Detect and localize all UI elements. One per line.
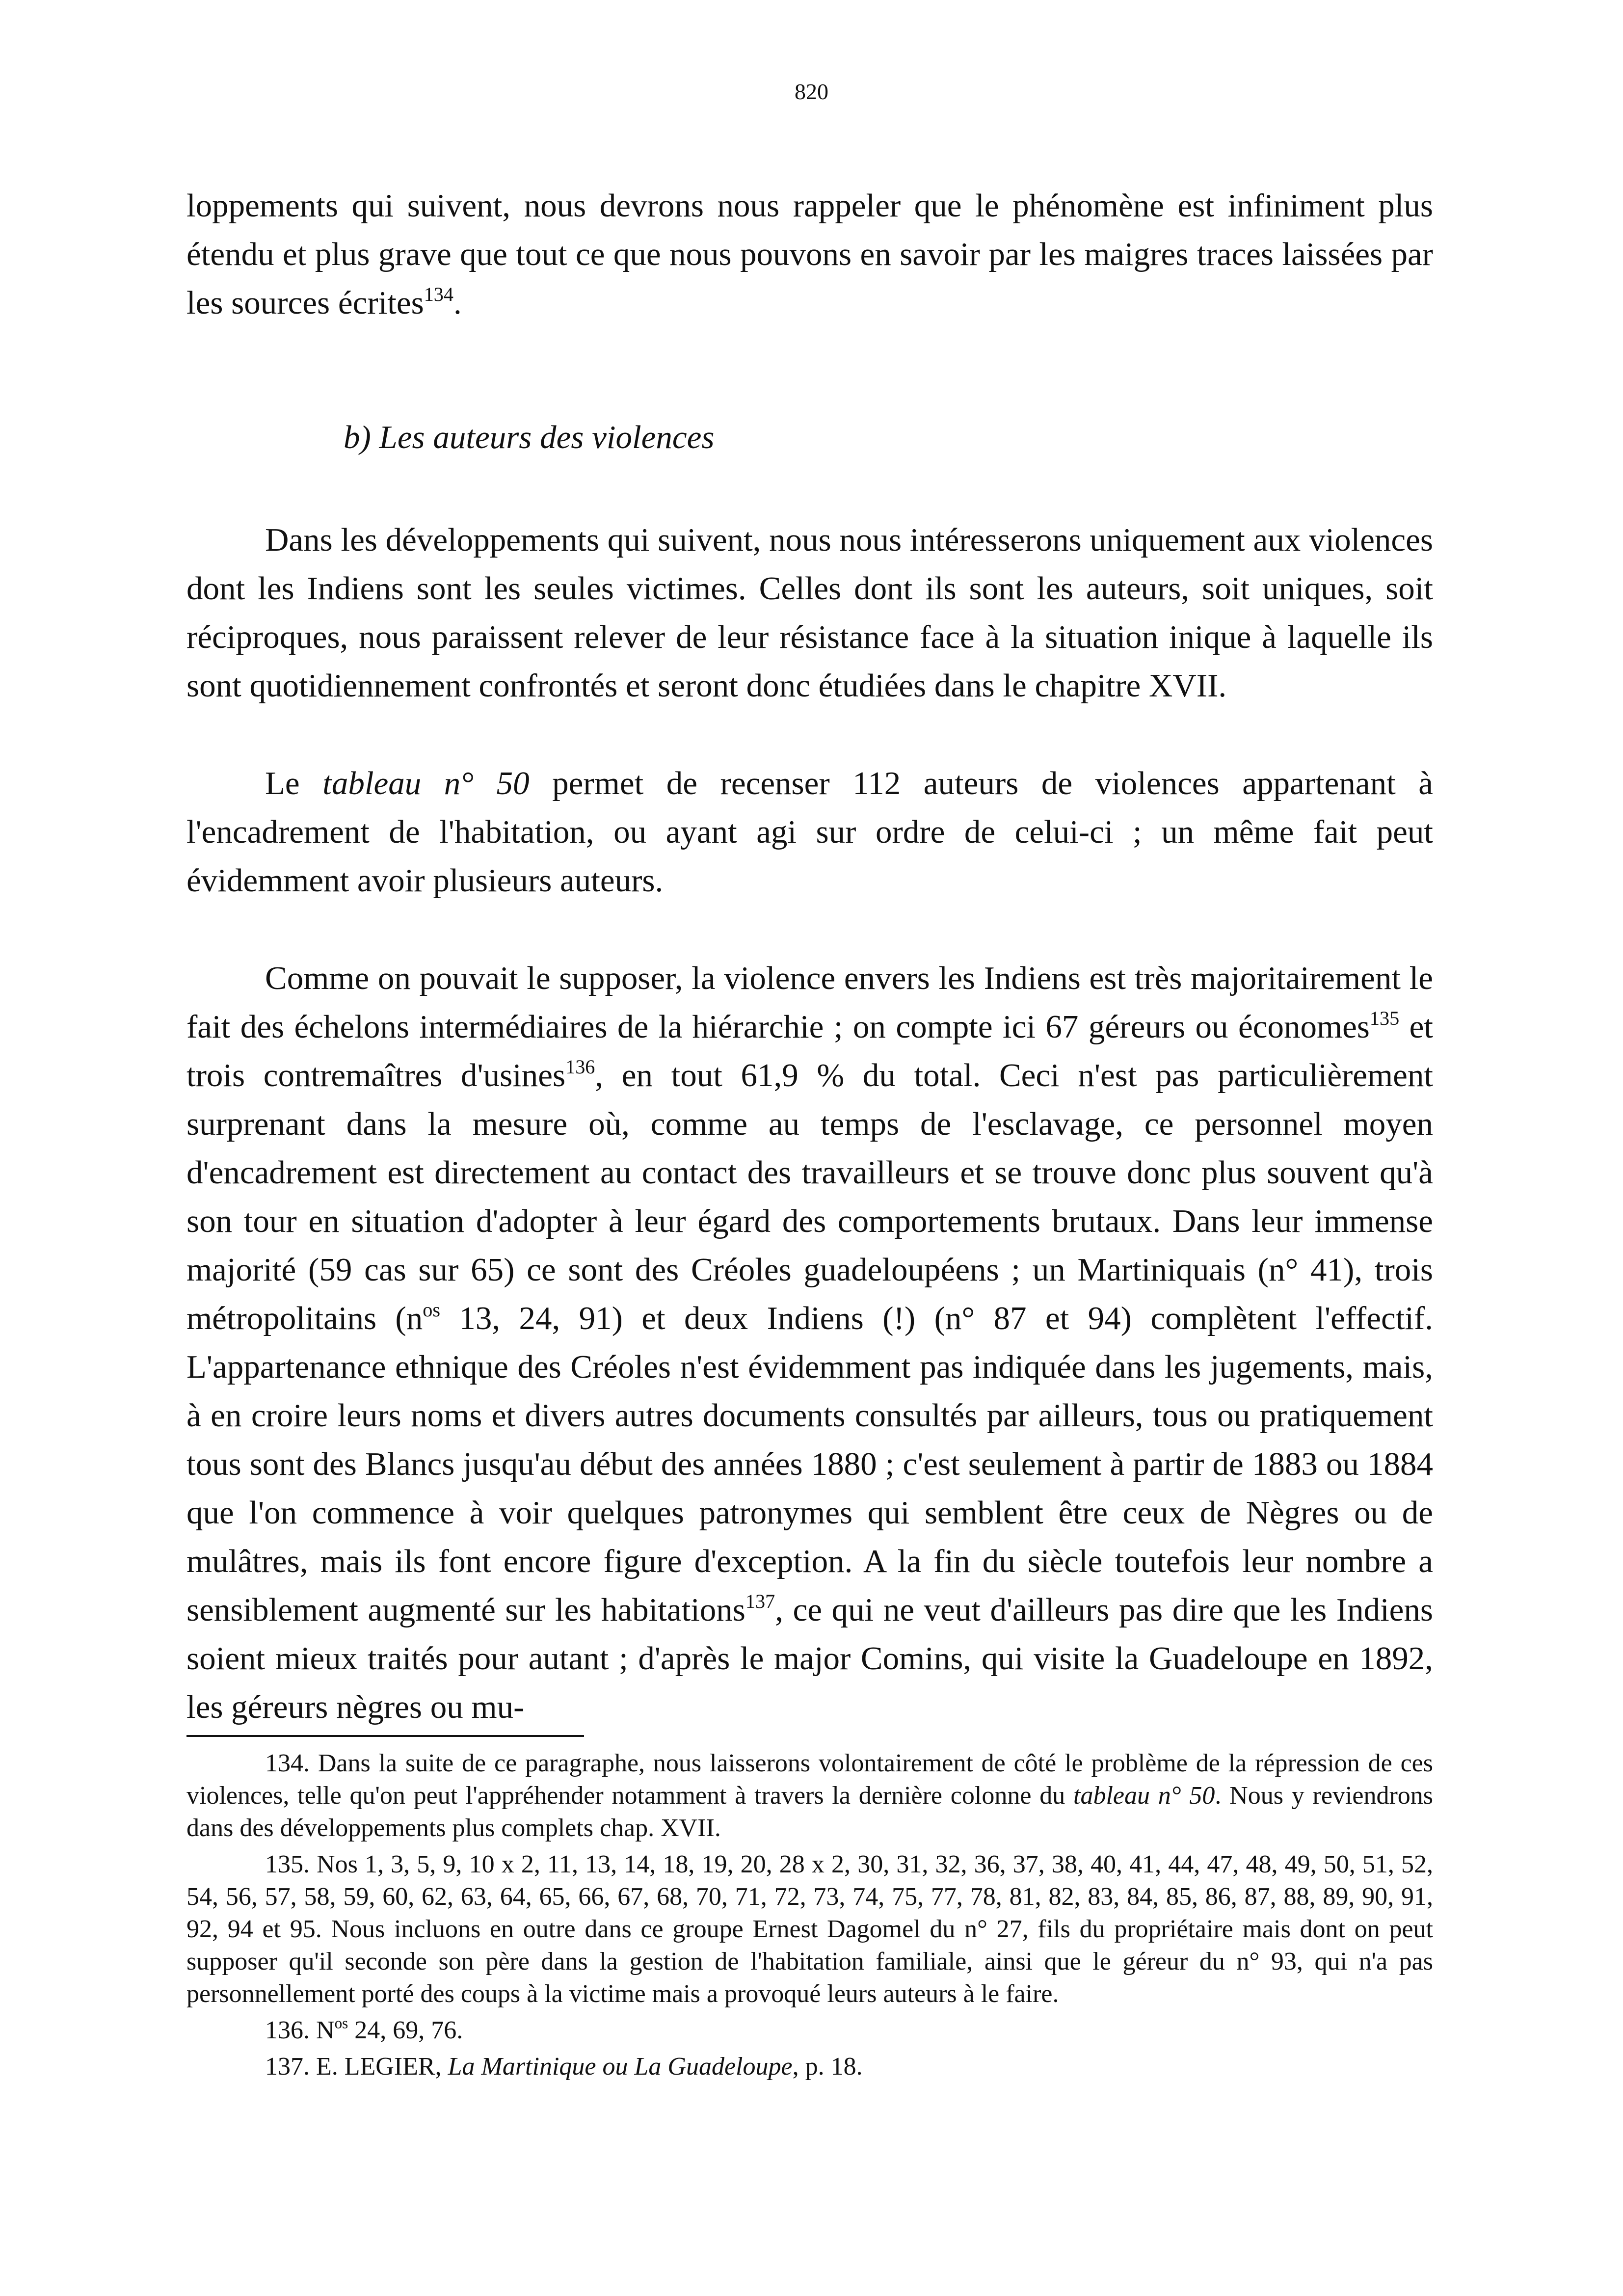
table-reference: tableau n° 50 [1073, 1782, 1215, 1810]
footnote-134 [186, 1747, 1433, 1844]
footnote-ref-134: 134 [424, 283, 453, 305]
paragraph-tableau-50 [186, 759, 1433, 905]
paragraph-text: Comme on pouvait le supposer, la violence envers les Indiens est très majoritairement le fait des échelons intermédiaires de la hiérarchie ; on compte ici 67 géreurs ou économes [186, 960, 1433, 1045]
paragraph-continuation [186, 182, 1433, 327]
superscript-os: os [423, 1298, 440, 1321]
footnotes [186, 1747, 1433, 2087]
book-title: La Martinique ou La Guadeloupe [448, 2053, 793, 2081]
section-subheading: b) Les auteurs des violences [344, 419, 715, 455]
paragraph-text-end: . [453, 285, 462, 321]
footnote-text: 134. Dans la suite de ce paragraphe, nous laisserons volontairement de côté le problème de la répression de ces violences, telle qu'on peut l'appréhender notamment à travers la dernière colonne du [186, 1749, 1433, 1810]
footnote-136 [186, 2014, 1433, 2047]
paragraph-text: permet de recenser 112 auteurs de violences appartenant à l'encadrement de l'habitation, ou ayant agi sur ordre de celui-ci ; un même fait peut évidemment avoir plusieurs auteurs. [186, 765, 1433, 899]
footnote-135: 135. Nos 1, 3, 5, 9, 10 x 2, 11, 13, 14, 18, 19, 20, 28 x 2, 30, 31, 32, 36, 37, 38, 40, 41, 44, 47, 48, 49, 50, 51, 52, 54, 56, 57, 58, 59, 60, 62, 63, 64, 65, 66, 67, 68, 70, 71, 72, 73, 74, 75, 77, 78, 81, 82, 83, 84, 85, 86, 87, 88, 89, 90, 91, 92, 94 et 95. Nous incluons en outre dans ce groupe Ernest Dagomel du n° 27, fils du propriétaire mais dont on peut supposer qu'il seconde son père dans la gestion de l'habitation familiale, ainsi que le géreur du n° 93, qui n'a pas personnellement porté des coups à la victime mais a provoqué leurs auteurs à le faire. [186, 1850, 1433, 2008]
footnote-text: 136. N [265, 2016, 335, 2044]
footnote-text: , p. 18. [792, 2053, 863, 2081]
paragraph-violences-scope: Dans les développements qui suivent, nous nous intéresserons uniquement aux violences dont les Indiens sont les seules victimes. Celles dont ils sont les auteurs, soit uniques, soit réciproques, nous paraissent relever de leur résistance face à la situation inique à laquelle ils sont quotidiennement confrontés et seront donc étudiées dans le chapitre XVII. [186, 522, 1433, 704]
page-number: 820 [795, 79, 828, 104]
footnote-ref-137: 137 [745, 1590, 775, 1612]
main-text [186, 182, 1433, 1732]
footnote-ref-136: 136 [565, 1055, 595, 1078]
footnote-ref-135: 135 [1369, 1007, 1400, 1029]
paragraph-text: Le [265, 765, 323, 801]
footnote-text: 137. E. LEGIER, [265, 2053, 448, 2081]
paragraph-text: , en tout 61,9 % du total. Ceci n'est pas particulièrement surprenant dans la mesure où, comme au temps de l'esclavage, ce personnel moyen d'encadrement est directement au contact des travailleurs et se trouve donc plus souvent qu'à son tour en situation d'adopter à leur égard des comportements brutaux. Dans leur immense majorité (59 cas sur 65) ce sont des Créoles guadeloupéens ; un Martiniquais (n° 41), trois métropolitains (n [186, 1057, 1434, 1336]
footnote-separator [186, 1735, 584, 1737]
footnote-text: . Nous y reviendrons dans des développements plus complets chap. XVII. [186, 1782, 1433, 1842]
paragraph-hierarchy [186, 954, 1433, 1732]
superscript-os: os [334, 2014, 348, 2032]
paragraph-text: 13, 24, 91) et deux Indiens (!) (n° 87 et 94) complètent l'effectif. L'appartenance ethnique des Créoles n'est évidemment pas indiquée dans les jugements, mais, à en croire leurs noms et divers autres documents consultés par ailleurs, tous ou pratiquement tous sont des Blancs jusqu'au début des années 1880 ; c'est seulement à partir de 1883 ou 1884 que l'on commence à voir quelques patronymes qui semblent être ceux de Nègres ou de mulâtres, mais ils font encore figure d'exception. A la fin du siècle toutefois leur nombre a sensiblement augmenté sur les habitations [186, 1300, 1433, 1628]
paragraph-text: loppements qui suivent, nous devrons nous rappeler que le phénomène est infiniment plus étendu et plus grave que tout ce que nous pouvons en savoir par les maigres traces laissées par les sources écrites [186, 187, 1433, 321]
footnote-137 [186, 2051, 1433, 2083]
footnote-text: 24, 69, 76. [348, 2016, 463, 2044]
paragraph-text: et trois contremaîtres d'usines [186, 1009, 1433, 1094]
paragraph-text: , ce qui ne veut d'ailleurs pas dire que les Indiens soient mieux traités pour autant ; d'après le major Comins, qui visite la Guadeloupe en 1892, les géreurs nègres ou mu- [186, 1592, 1433, 1725]
table-reference: tableau n° 50 [322, 765, 530, 801]
